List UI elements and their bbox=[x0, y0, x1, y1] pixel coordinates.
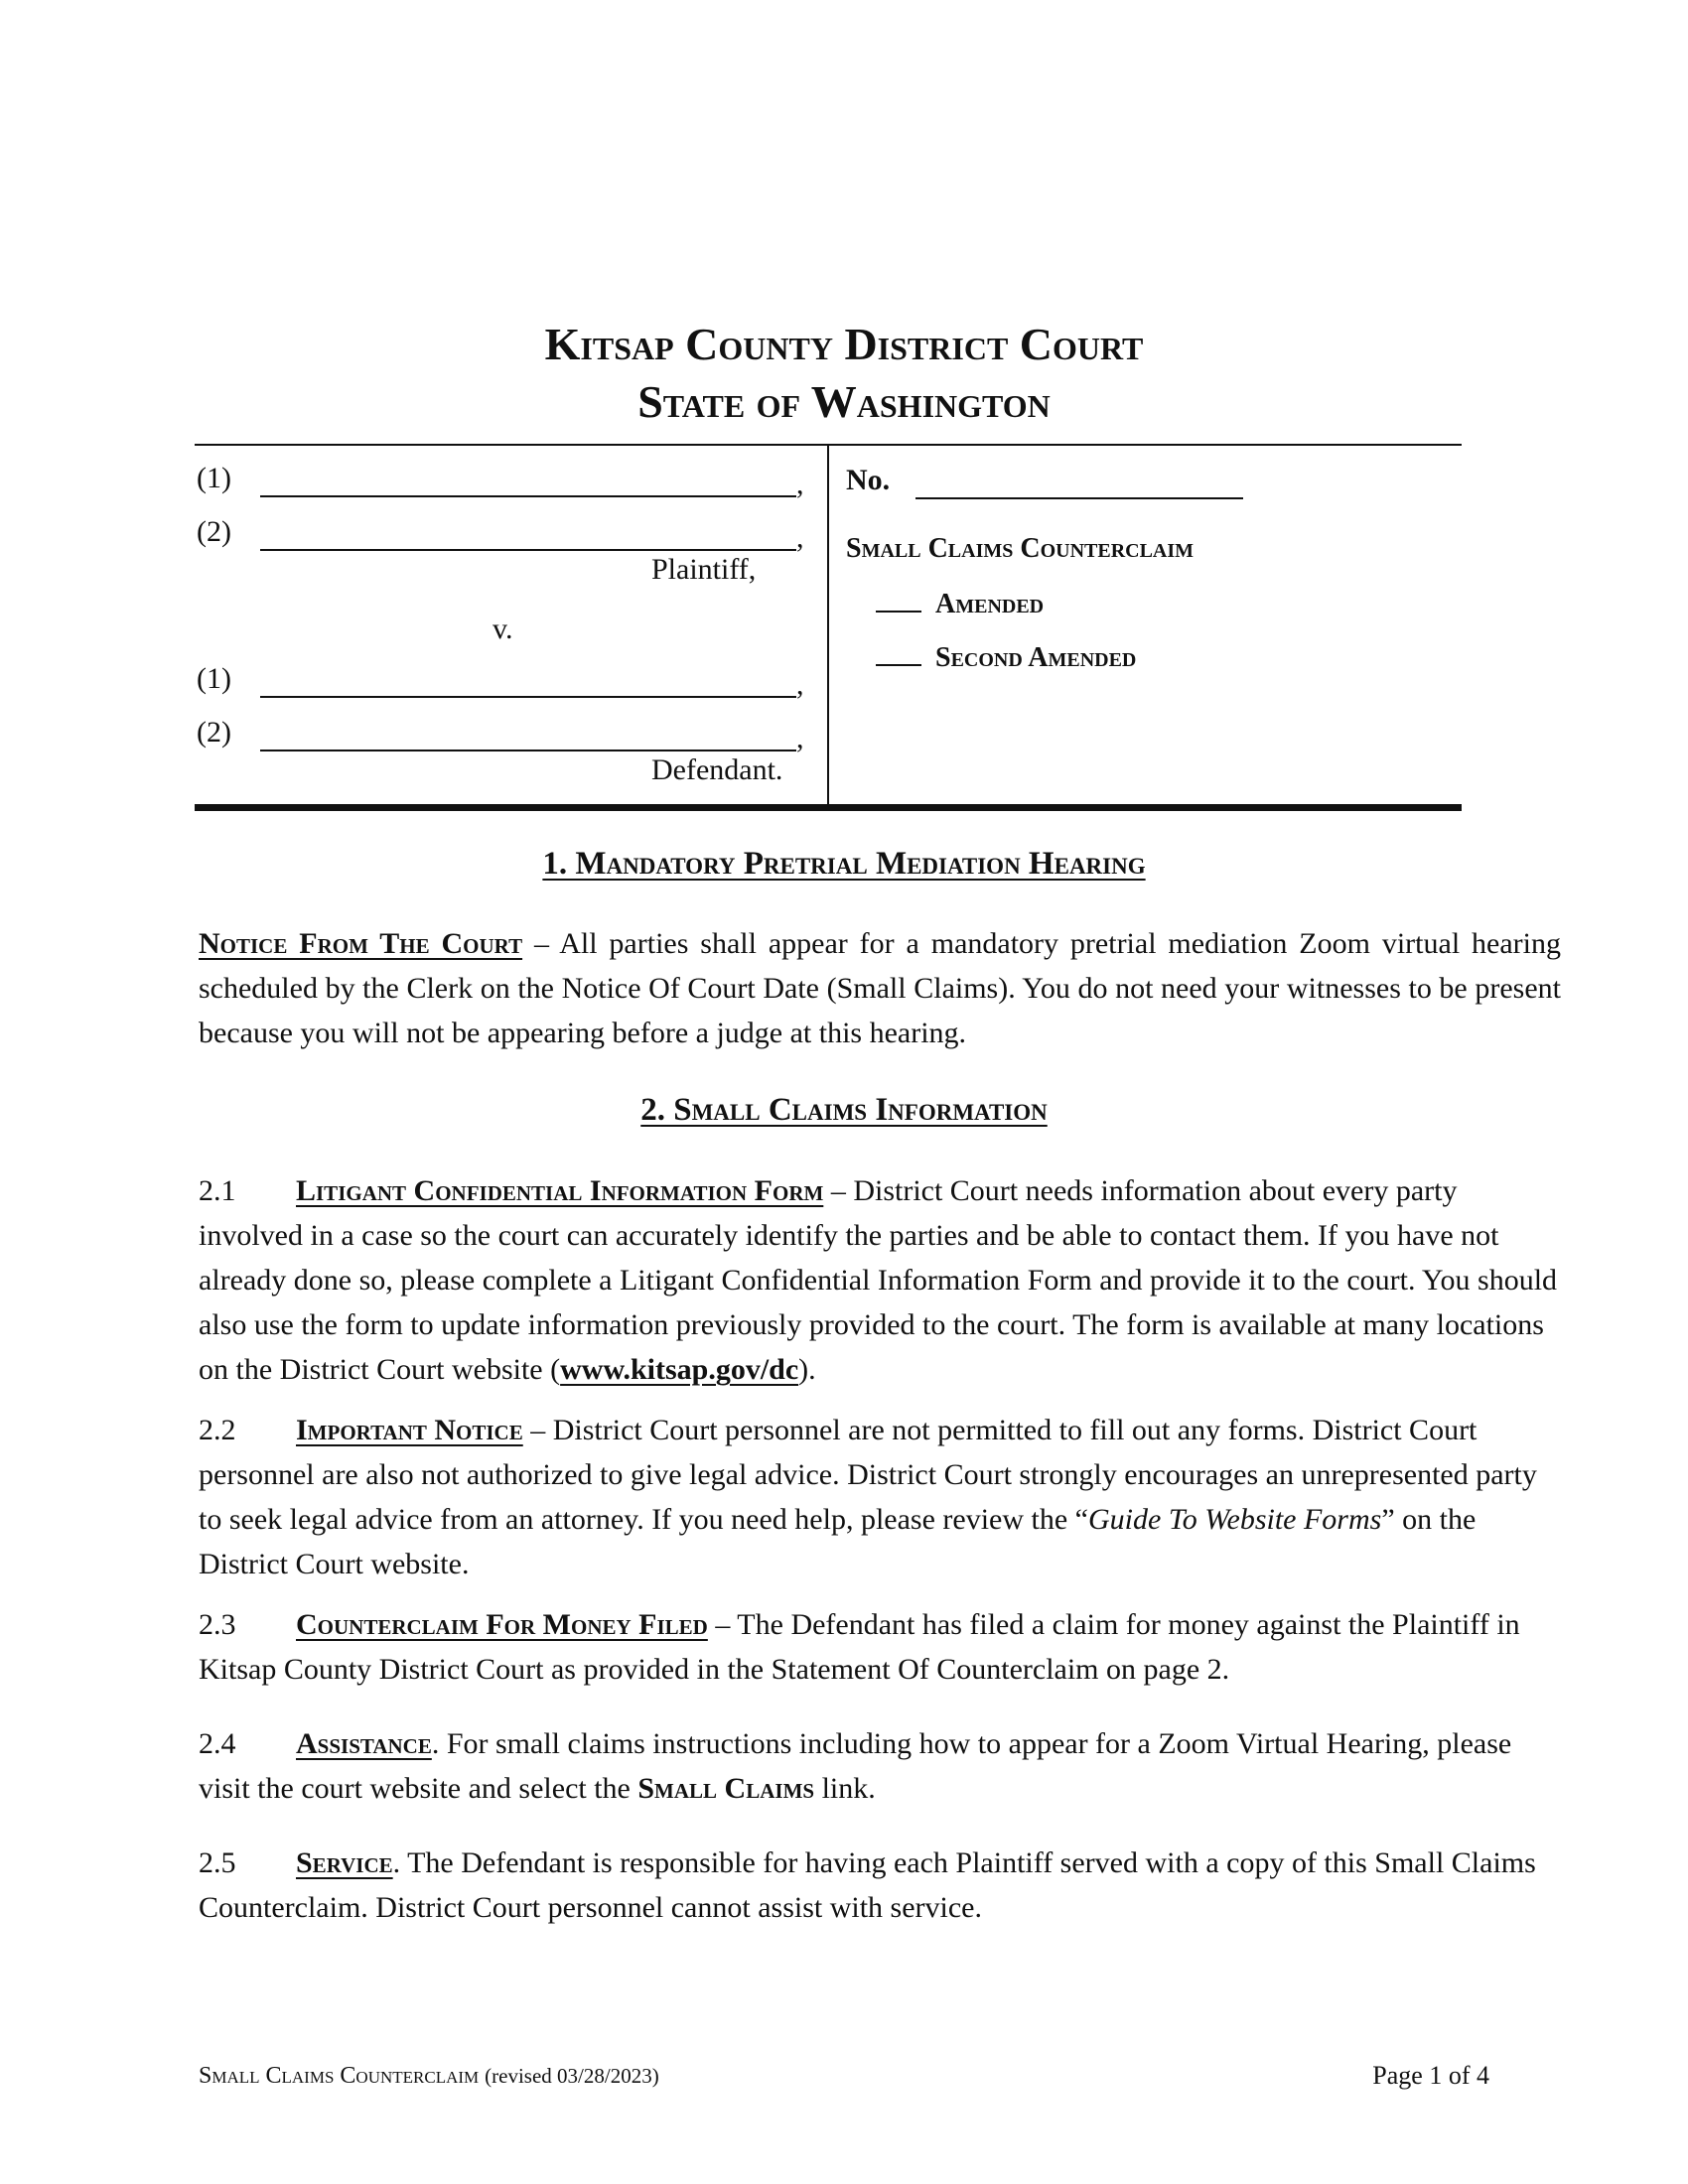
versus-label: v. bbox=[492, 613, 513, 645]
small-claims-link-label: Small Claims bbox=[637, 1772, 815, 1805]
section-1-heading: 1. Mandatory Pretrial Mediation Hearing bbox=[542, 846, 1146, 882]
amended-option[interactable] bbox=[876, 589, 1044, 620]
defendant-2-number: (2) bbox=[197, 716, 231, 749]
amended-label: Amended bbox=[935, 589, 1045, 619]
notice-label: Notice From The Court bbox=[199, 927, 523, 960]
footer-form-name: Small Claims Counterclaim (revised 03/28/2023) bbox=[199, 2063, 659, 2089]
paragraph-label: Service bbox=[296, 1846, 393, 1879]
page-number: Page 1 of 4 bbox=[1372, 2061, 1489, 2090]
court-name: Kitsap County District Court bbox=[544, 319, 1144, 369]
case-number-label: No. bbox=[846, 464, 891, 496]
guide-title: Guide To Website Forms bbox=[1088, 1503, 1382, 1536]
notice-text: – All parties shall appear for a mandatory pretrial mediation Zoom virtual hearing scheduled by the Clerk on the Notice Of Court Date (Small Claims). You do not need your witnesses to be present because you will not be appearing before a judge at this hearing. bbox=[199, 927, 1561, 1049]
paragraph-label: Litigant Confidential Information Form bbox=[296, 1174, 824, 1207]
plaintiff-2-name-field[interactable] bbox=[260, 515, 796, 551]
paragraph-2-5: 2.5 Service. The Defendant is responsible for having each Plaintiff served with a copy of this Small Claims Counterclaim. District Court personnel cannot assist with service. bbox=[199, 1841, 1561, 1930]
court-title bbox=[0, 316, 1688, 431]
defendant-1-number: (1) bbox=[197, 662, 231, 695]
paragraph-2-4: 2.4 Assistance. For small claims instructions including how to appear for a Zoom Virtual Hearing, please visit the court website and select the Small Claims link. bbox=[199, 1721, 1561, 1811]
footer-revision: (revised 03/28/2023) bbox=[485, 2064, 659, 2088]
defendant-1-row: (1) , bbox=[197, 662, 804, 701]
case-number-field[interactable] bbox=[915, 497, 1243, 499]
paragraph-number: 2.4 bbox=[199, 1727, 236, 1760]
website-link[interactable]: www.kitsap.gov/dc bbox=[560, 1353, 799, 1386]
paragraph-number: 2.5 bbox=[199, 1846, 236, 1879]
paragraph-2-2: 2.2 Important Notice – District Court personnel are not permitted to fill out any forms. District Court personnel are also not authorized to give legal advice. District Court strongly encourages an unrepresented party to seek legal advice from an attorney. If you need help, please review the “Guide To Website Forms” on the District Court website. bbox=[199, 1408, 1561, 1586]
court-state: State of Washington bbox=[637, 376, 1051, 427]
paragraph-label: Assistance bbox=[296, 1727, 432, 1760]
plaintiff-1-name-field[interactable] bbox=[260, 462, 796, 497]
document-type: Small Claims Counterclaim bbox=[846, 533, 1195, 564]
paragraph-label: Counterclaim For Money Filed bbox=[296, 1608, 708, 1641]
defendant-label: Defendant. bbox=[651, 753, 783, 786]
paragraph-number: 2.3 bbox=[199, 1608, 236, 1641]
section-2-heading: 2. Small Claims Information bbox=[640, 1092, 1048, 1128]
second-amended-checkbox-line[interactable] bbox=[876, 642, 921, 666]
paragraph-number: 2.2 bbox=[199, 1414, 236, 1446]
plaintiff-2-row: (2) , bbox=[197, 515, 804, 554]
paragraph-number: 2.1 bbox=[199, 1174, 236, 1207]
paragraph-label: Important Notice bbox=[296, 1414, 523, 1446]
plaintiff-label: Plaintiff, bbox=[651, 553, 757, 586]
defendant-1-name-field[interactable] bbox=[260, 662, 796, 698]
paragraph-2-1: 2.1 Litigant Confidential Information Form – District Court needs information about every party involved in a case so the court can accurately identify the parties and be able to contact them. If you have not already done so, please complete a Litigant Confidential Information Form and provide it to the court. You should also use the form to update information previously provided to the court. The form is available at many locations on the District Court website (www.kitsap.gov/dc). bbox=[199, 1168, 1561, 1392]
defendant-2-name-field[interactable] bbox=[260, 716, 796, 751]
paragraph-2-3: 2.3 Counterclaim For Money Filed – The Defendant has filed a claim for money against the Plaintiff in Kitsap County District Court as provided in the Statement Of Counterclaim on page 2. bbox=[199, 1602, 1561, 1692]
case-caption bbox=[195, 444, 1462, 811]
second-amended-option[interactable] bbox=[876, 642, 1136, 674]
plaintiff-2-number: (2) bbox=[197, 515, 231, 548]
section-1-notice bbox=[199, 921, 1561, 1055]
caption-divider bbox=[827, 446, 829, 804]
defendant-2-row: (2) , bbox=[197, 716, 804, 754]
plaintiff-1-number: (1) bbox=[197, 462, 231, 494]
plaintiff-1-row: (1) , bbox=[197, 462, 804, 500]
second-amended-label: Second Amended bbox=[935, 642, 1137, 673]
amended-checkbox-line[interactable] bbox=[876, 589, 921, 613]
